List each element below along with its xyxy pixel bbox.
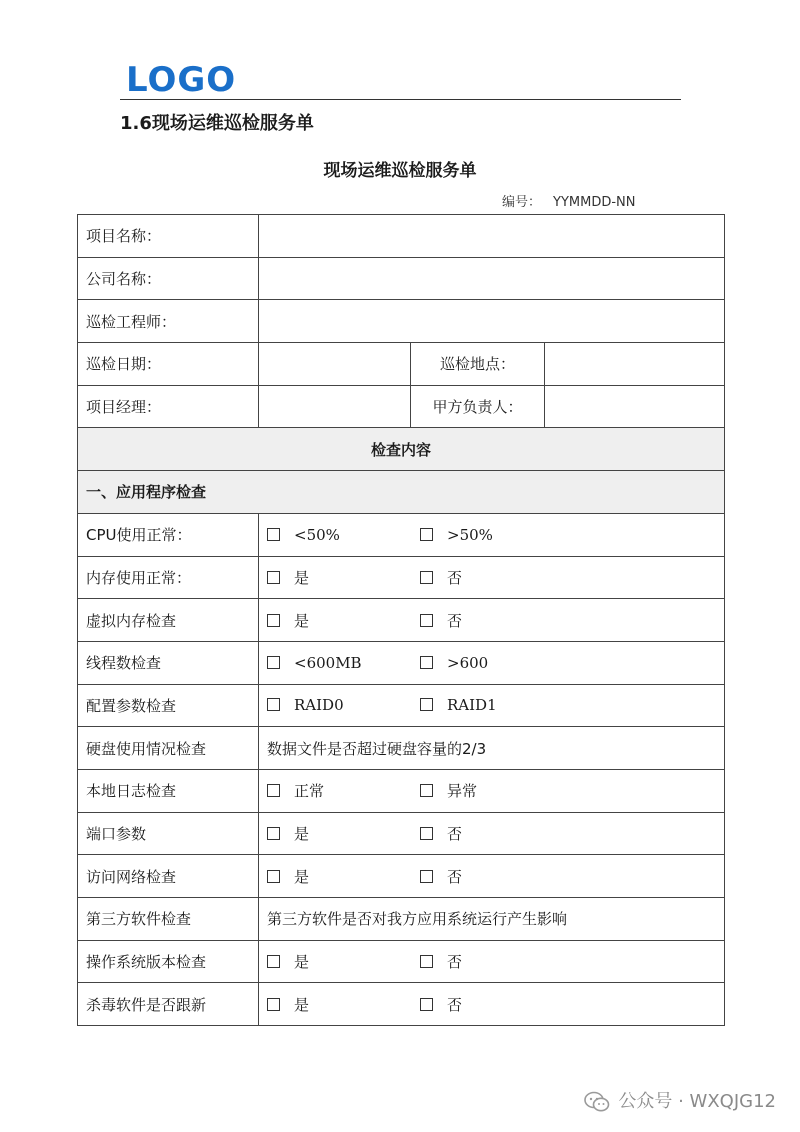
checkbox-icon[interactable] <box>267 614 280 627</box>
checkbox-option[interactable] <box>267 866 420 887</box>
serial-number <box>502 194 636 212</box>
check-item-options <box>259 940 725 983</box>
checkbox-label: 否 <box>447 867 463 886</box>
checkbox-label: 是 <box>294 995 310 1014</box>
inspection-form <box>77 214 725 1026</box>
checkbox-icon[interactable] <box>267 656 280 669</box>
checkbox-option[interactable] <box>420 567 573 588</box>
row-project-name <box>78 215 725 258</box>
checkbox-option[interactable] <box>267 780 420 801</box>
check-item-label: 硬盘使用情况检查 <box>78 727 259 770</box>
watermark <box>584 1090 776 1114</box>
checkbox-label: 是 <box>294 611 310 630</box>
header-rule <box>120 99 681 100</box>
field-date[interactable] <box>259 343 411 386</box>
checkbox-icon[interactable] <box>267 955 280 968</box>
checkbox-icon[interactable] <box>420 955 433 968</box>
label-company-name: 公司名称： <box>78 257 259 300</box>
table-row <box>78 727 725 770</box>
table-row <box>78 855 725 898</box>
row-company-name <box>78 257 725 300</box>
checkbox-label: RAID1 <box>447 696 497 715</box>
checkbox-icon[interactable] <box>267 698 280 711</box>
checkbox-option[interactable] <box>420 780 573 801</box>
check-item-label: 本地日志检查 <box>78 769 259 812</box>
check-item-options <box>259 641 725 684</box>
checkbox-icon[interactable] <box>420 827 433 840</box>
section-heading: 1.6现场运维巡检服务单 <box>120 113 314 134</box>
checkbox-option[interactable] <box>420 526 573 544</box>
checkbox-option[interactable] <box>267 696 420 714</box>
label-date: 巡检日期： <box>78 343 259 386</box>
check-content-header: 检查内容 <box>78 428 725 471</box>
checkbox-option[interactable] <box>267 610 420 631</box>
check-item-label: 配置参数检查 <box>78 684 259 727</box>
checkbox-icon[interactable] <box>420 656 433 669</box>
check-item-options <box>259 599 725 642</box>
checkbox-icon[interactable] <box>420 614 433 627</box>
checkbox-icon[interactable] <box>420 998 433 1011</box>
checkbox-option[interactable] <box>267 567 420 588</box>
label-engineer: 巡检工程师： <box>78 300 259 343</box>
check-item-label: 内存使用正常： <box>78 556 259 599</box>
checkbox-label: <600MB <box>294 653 362 672</box>
checkbox-label: 否 <box>447 611 463 630</box>
checkbox-label: 异常 <box>447 782 478 801</box>
check-item-options <box>259 684 725 727</box>
check-item-label: 虚拟内存检查 <box>78 599 259 642</box>
checkbox-icon[interactable] <box>267 827 280 840</box>
wechat-icon <box>584 1091 610 1113</box>
checkbox-option[interactable] <box>267 994 420 1015</box>
check-item-description: 数据文件是否超过硬盘容量的2/3 <box>259 727 725 770</box>
field-engineer[interactable] <box>259 300 725 343</box>
table-row <box>78 599 725 642</box>
field-client-owner[interactable] <box>545 385 725 428</box>
table-row <box>78 898 725 941</box>
serial-value: YYMMDD-NN <box>553 195 636 210</box>
table-row <box>78 641 725 684</box>
check-item-description: 第三方软件是否对我方应用系统运行产生影响 <box>259 898 725 941</box>
checkbox-icon[interactable] <box>420 698 433 711</box>
row-manager-owner <box>78 385 725 428</box>
checkbox-icon[interactable] <box>267 998 280 1011</box>
app-section-header: 一、应用程序检查 <box>78 471 725 514</box>
checkbox-label: 是 <box>294 824 310 843</box>
checkbox-option[interactable] <box>420 823 573 844</box>
checkbox-label: 是 <box>294 953 310 972</box>
check-item-label: 第三方软件检查 <box>78 898 259 941</box>
table-row <box>78 769 725 812</box>
field-manager[interactable] <box>259 385 411 428</box>
checkbox-label: >600 <box>447 653 489 672</box>
label-location: 巡检地点： <box>411 343 545 386</box>
check-item-label: 线程数检查 <box>78 641 259 684</box>
checkbox-label: 是 <box>294 867 310 886</box>
check-item-label: 操作系统版本检查 <box>78 940 259 983</box>
checkbox-label: RAID0 <box>294 696 344 715</box>
label-client-owner: 甲方负责人： <box>411 385 545 428</box>
checkbox-icon[interactable] <box>420 571 433 584</box>
label-project-name: 项目名称： <box>78 215 259 258</box>
checkbox-icon[interactable] <box>267 571 280 584</box>
check-item-label: 杀毒软件是否跟新 <box>78 983 259 1026</box>
checkbox-label: 否 <box>447 568 463 587</box>
checkbox-label: 是 <box>294 568 310 587</box>
checkbox-option[interactable] <box>420 610 573 631</box>
check-item-label: CPU使用正常： <box>78 513 259 556</box>
check-item-options <box>259 513 725 556</box>
table-row <box>78 940 725 983</box>
table-row <box>78 983 725 1026</box>
checkbox-option[interactable] <box>420 951 573 972</box>
serial-label: 编号： <box>502 195 542 210</box>
checkbox-option[interactable] <box>267 654 420 672</box>
check-item-options <box>259 983 725 1026</box>
field-location[interactable] <box>545 343 725 386</box>
check-item-options <box>259 556 725 599</box>
check-item-label: 访问网络检查 <box>78 855 259 898</box>
table-row <box>78 684 725 727</box>
checkbox-icon[interactable] <box>267 528 280 541</box>
check-item-options <box>259 812 725 855</box>
checkbox-icon[interactable] <box>420 784 433 797</box>
checkbox-label: 否 <box>447 824 463 843</box>
logo: LOGO <box>126 60 237 100</box>
field-project-name[interactable] <box>259 215 725 258</box>
row-date-location <box>78 343 725 386</box>
check-item-label: 端口参数 <box>78 812 259 855</box>
checkbox-label: <50% <box>294 525 340 544</box>
checkbox-label: >50% <box>447 525 493 544</box>
row-engineer <box>78 300 725 343</box>
table-row <box>78 556 725 599</box>
label-manager: 项目经理： <box>78 385 259 428</box>
checkbox-option[interactable] <box>420 994 573 1015</box>
check-item-options <box>259 855 725 898</box>
checkbox-option[interactable] <box>267 951 420 972</box>
form-title: 现场运维巡检服务单 <box>323 161 477 181</box>
checkbox-label: 否 <box>447 995 463 1014</box>
checkbox-label: 否 <box>447 953 463 972</box>
checkbox-icon[interactable] <box>420 870 433 883</box>
table-row <box>78 812 725 855</box>
checkbox-option[interactable] <box>420 866 573 887</box>
checkbox-option[interactable] <box>420 654 573 672</box>
checkbox-label: 正常 <box>294 782 325 801</box>
checkbox-option[interactable] <box>267 526 420 544</box>
check-item-options <box>259 769 725 812</box>
checkbox-icon[interactable] <box>267 870 280 883</box>
row-app-section <box>78 471 725 514</box>
field-company-name[interactable] <box>259 257 725 300</box>
table-row <box>78 513 725 556</box>
checkbox-icon[interactable] <box>420 528 433 541</box>
checkbox-icon[interactable] <box>267 784 280 797</box>
check-rows <box>78 513 725 1025</box>
row-check-content <box>78 428 725 471</box>
checkbox-option[interactable] <box>420 696 573 714</box>
watermark-text: 公众号 · WXQJG12 <box>618 1091 776 1112</box>
checkbox-option[interactable] <box>267 823 420 844</box>
